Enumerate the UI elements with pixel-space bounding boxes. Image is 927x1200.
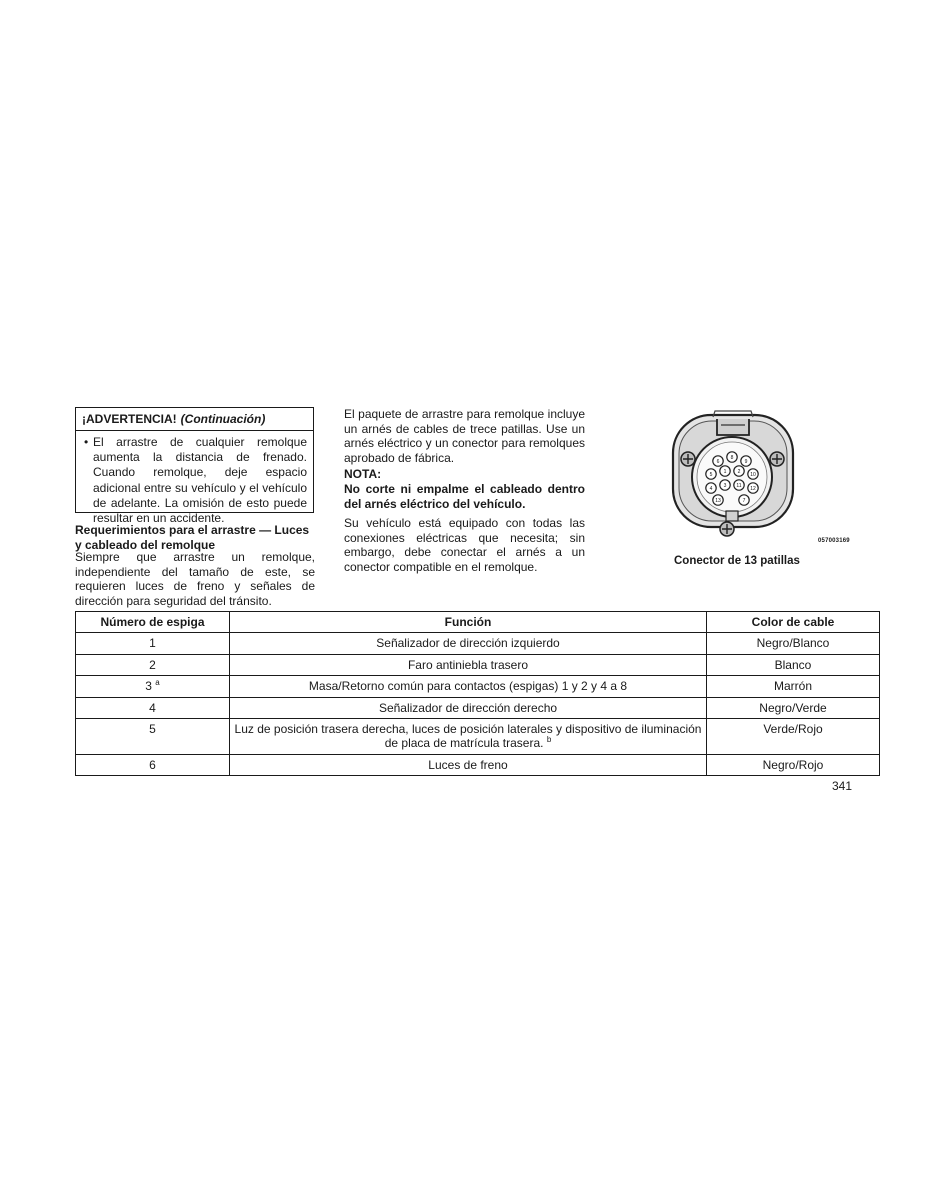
bullet-icon: • [84,434,89,449]
connector-figure [655,405,855,553]
table-row [76,718,880,754]
header-pin-number: Número de espiga [76,612,230,633]
function-text: Luz de posición trasera derecha, luces de posición laterales y dispositivo de iluminación de placa de matrícula trasera. [234,721,702,751]
warning-title-text: ¡ADVERTENCIA! [82,412,177,426]
note-text: No corte ni empalme el cableado dentro del arnés eléctrico del vehículo. [344,482,585,511]
footnote-marker: b [546,735,552,745]
pin-number-text: 6 [149,757,156,772]
cell-pin-number [76,754,230,775]
pin-number-text: 4 [149,700,156,715]
cell-pin-number [76,633,230,654]
warning-box [75,407,314,526]
section-body: Siempre que arrastre un remolque, independiente del tamaño de este, se requieren luces de freno y señales de dirección para seguridad del tránsito. [75,550,315,608]
paragraph-connections: Su vehículo está equipado con todas las conexiones eléctricas que necesita; sin embargo, debe conectar el arnés a un conector compatible en el remolque. [344,516,585,574]
figure-code: 057003169 [818,538,850,544]
cell-wire-color: Negro/Blanco [707,633,880,654]
connector-latch [717,419,749,435]
section-heading: Requerimientos para el arrastre — Luces y cableado del remolque [75,523,310,552]
function-text: Luces de freno [428,757,508,772]
function-text: Señalizador de dirección derecho [378,700,558,715]
function-text: Señalizador de dirección izquierdo [376,636,560,651]
table-row [76,697,880,718]
pin-number-text: 5 [149,721,156,736]
cell-wire-color: Negro/Rojo [707,754,880,775]
socket-key [726,511,738,521]
table-row [76,754,880,775]
cell-function [230,697,707,718]
pin-number-text: 3 [145,679,152,694]
warning-title [82,412,307,427]
table-body [76,633,880,776]
footnote-marker: a [155,678,160,688]
function-text: Faro antiniebla trasero [407,657,529,672]
warning-divider [76,430,313,431]
pin-function-table [75,611,880,776]
pin-label: 3 [723,483,727,489]
pin-label: 13 [715,498,721,504]
connector-13-pin-illustration [655,405,855,553]
cell-function [230,676,707,697]
table-header-row [76,612,880,633]
pin-label: 9 [744,459,748,465]
pin-label: 6 [716,459,720,465]
pin-number-text: 2 [149,657,156,672]
cell-function [230,654,707,675]
warning-list [82,435,307,527]
warning-item-text: El arrastre de cualquier remolque aumenta la distancia de frenado. Cuando remolque, deje espacio adicional entre su vehículo y el vehículo de adelante. La omisión de esto puede resultar en un accidente. [93,434,307,526]
note-label: NOTA: [344,467,382,481]
cell-pin-number [76,718,230,754]
pin-label: 2 [737,469,741,475]
page-number: 341 [832,779,853,793]
table-row [76,654,880,675]
cell-pin-number [76,697,230,718]
pin-label: 5 [709,472,713,478]
paragraph-harness: El paquete de arrastre para remolque incluye un arnés de cables de trece patillas. Use un arnés eléctrico y un conector para remolques aprobado de fábrica. [344,407,585,465]
cell-function [230,633,707,654]
cell-wire-color: Blanco [707,654,880,675]
pin-label: 12 [750,486,756,492]
cell-wire-color: Verde/Rojo [707,718,880,754]
pin-label: 8 [730,455,734,461]
pin-label: 11 [736,483,742,489]
pin-number-text: 1 [149,636,156,651]
header-wire-color: Color de cable [707,612,880,633]
table-row [76,633,880,654]
table-row [76,676,880,697]
warning-item [82,435,307,527]
cell-wire-color: Marrón [707,676,880,697]
pin-label: 4 [709,486,713,492]
function-text: Masa/Retorno común para contactos (espigas) 1 y 2 y 4 a 8 [308,679,628,694]
cell-wire-color: Negro/Verde [707,697,880,718]
cell-pin-number [76,654,230,675]
cell-pin-number [76,676,230,697]
pin-label: 7 [742,498,746,504]
figure-caption: Conector de 13 patillas [674,555,800,567]
cell-function [230,754,707,775]
warning-title-continuation: (Continuación) [180,412,266,426]
header-function: Función [230,612,707,633]
pin-label: 1 [723,469,727,475]
cell-function [230,718,707,754]
pin-label: 10 [750,472,756,478]
